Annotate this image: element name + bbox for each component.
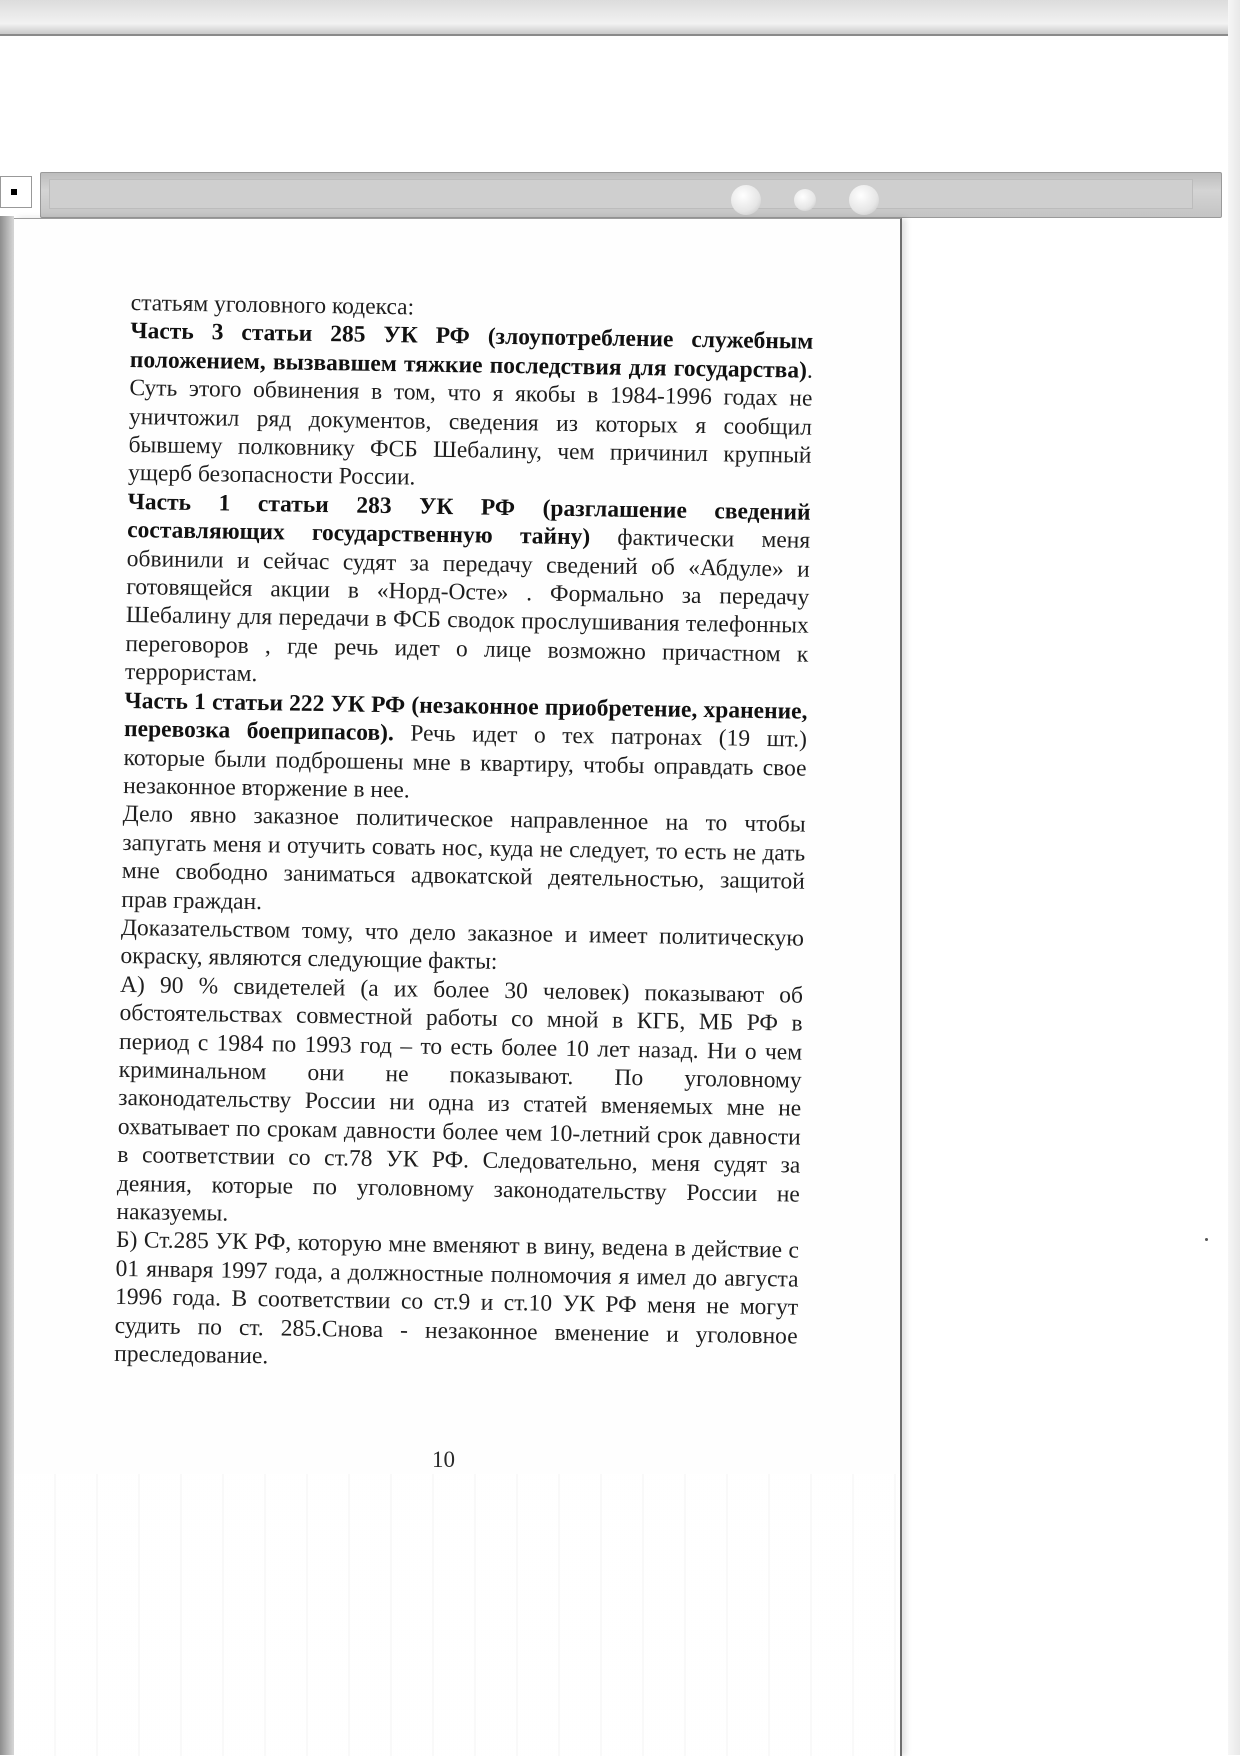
paragraph-fact-b bbox=[114, 1226, 799, 1379]
binder-corner-tab bbox=[0, 176, 32, 208]
paragraph-text: Речь идет о тех патронах (19 шт.) которые были подброшены мне в квартиру, чтобы оправдать свое незаконное вторжение в нее. bbox=[123, 720, 807, 803]
paragraph-text: Доказательством тому, что дело заказное и имеет политическую окраску, являются следующие факты: bbox=[120, 915, 804, 975]
paragraph-bold: Часть 3 статьи 285 УК РФ (злоупотребление служебным положением, вызвавшем тяжкие последствия для государства) bbox=[130, 318, 814, 383]
binder-ring-3 bbox=[849, 185, 879, 215]
paragraph-fact-a bbox=[116, 971, 803, 1237]
binder-clip-bar bbox=[40, 172, 1222, 218]
paragraph-text: Дело явно заказное политическое направленное на то чтобы запугать меня и отучить совать нос, куда не следует, то есть не дать мне свободно заниматься адвокатской деятельностью, защитой прав граждан. bbox=[121, 801, 806, 914]
paragraph-evidence bbox=[120, 914, 804, 982]
paragraph-bold: Часть 1 статьи 222 УК РФ (незаконное приобретение, хранение, перевозка боеприпасов). bbox=[124, 688, 808, 747]
page-number: 10 bbox=[432, 1447, 455, 1473]
paragraph-text: А) 90 % свидетелей (а их более 30 человек) показывают об обстоятельствах совместной работы со мной в КГБ, МБ РФ в период с 1984 по 1993 год – то есть более 10 лет назад. Ни о чем криминальном они не показывают. По уголовному законодательству России ни одна из статей вменяемых мне не охватывает по срокам давности более чем 10-летний срок давности в соответствии со ст.78 УК РФ. Следовательно, меня судят за деяния, которые по уголовному законодательству России не наказуемы. bbox=[116, 972, 803, 1227]
paragraph-bold: Часть 1 статьи 283 УК РФ (разглашение сведений составляющих государственную тайну) bbox=[127, 489, 811, 551]
document-page bbox=[14, 218, 902, 1756]
paragraph-text: фактически меня обвинили и сейчас судят за передачу сведений об «Абдуле» и готовящейся акции в «Норд-Осте» . Формально за передачу Шебалину для передачи в ФСБ сводок прослушивания телефонных переговоров , где речь идет о лице возможно причастном к террористам. bbox=[125, 524, 811, 687]
paragraph-article-222 bbox=[123, 687, 808, 811]
scan-speck bbox=[1205, 1238, 1208, 1241]
scanner-top-edge bbox=[0, 0, 1240, 36]
binder-ring-1 bbox=[731, 185, 761, 215]
paragraph-text: статьям уголовного кодекса: bbox=[131, 290, 415, 320]
paragraph-text: . Суть этого обвинения в том, что я якобы в 1984-1996 годах не уничтожил ряд документов, сведения из которых я сообщил бывшему полковнику ФСБ Шебалину, чем причинил крупный ущерб безопасности России. bbox=[128, 357, 813, 490]
scanner-right-edge bbox=[1228, 0, 1240, 1755]
paragraph-article-283 bbox=[125, 488, 811, 698]
paragraph-article-285 bbox=[128, 317, 814, 498]
document-body bbox=[114, 289, 814, 1379]
paragraph-text: Б) Ст.285 УК РФ, которую мне вменяют в вину, ведена в действие с 01 января 1997 года, а должностные полномочия я имел до августа 1996 года. В соответствии со ст.9 и ст.10 УК РФ меня не могут судить по ст. 285.Снова - незаконное вменение и уголовное преследование. bbox=[114, 1227, 799, 1369]
paragraph-political-case bbox=[121, 800, 806, 924]
page-left-shadow bbox=[0, 216, 14, 1755]
binder-ring-2 bbox=[794, 189, 816, 211]
